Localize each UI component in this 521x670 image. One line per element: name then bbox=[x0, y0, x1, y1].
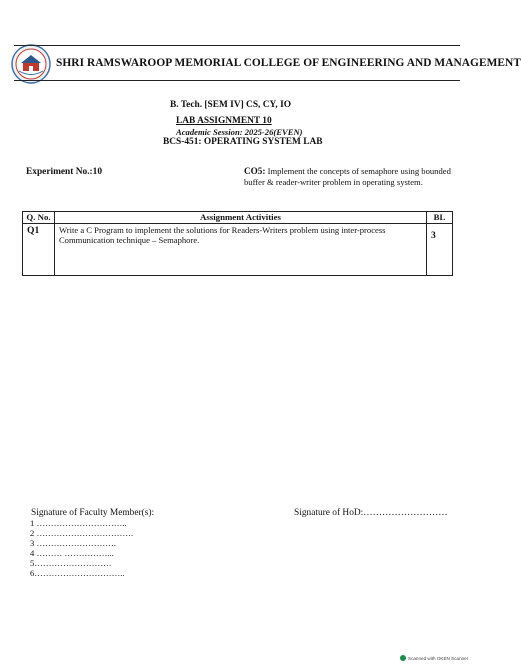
college-name: SHRI RAMSWAROOP MEMORIAL COLLEGE OF ENGINEERING AND MANAGEMENT bbox=[56, 57, 521, 69]
scanner-text: Scanned with OKEN Scanner bbox=[408, 655, 469, 661]
faculty-signature-lines bbox=[30, 518, 133, 578]
table-row bbox=[23, 224, 453, 276]
signature-line: 6………………………….. bbox=[30, 568, 125, 578]
lab-assignment-title: LAB ASSIGNMENT 10 bbox=[176, 116, 272, 126]
course-outcome-text: Implement the concepts of semaphore using bounded buffer & reader-writer problem in operating system. bbox=[244, 166, 451, 187]
assignment-table bbox=[22, 211, 453, 276]
question-number: Q1 bbox=[23, 224, 55, 276]
course-outcome-label: CO5: bbox=[244, 166, 266, 176]
academic-session: Academic Session: 2025-26(EVEN) bbox=[176, 127, 303, 137]
program-line: B. Tech. [SEM IV] CS, CY, IO bbox=[170, 100, 292, 110]
signature-line: 2 ……………………………. bbox=[30, 528, 134, 538]
column-header-activities: Assignment Activities bbox=[54, 212, 426, 224]
subject-title: BCS-451: OPERATING SYSTEM LAB bbox=[163, 137, 323, 147]
faculty-signature-label: Signature of Faculty Member(s): bbox=[31, 508, 155, 518]
college-emblem-icon bbox=[11, 44, 51, 84]
experiment-number: Experiment No.:10 bbox=[26, 167, 103, 177]
scanner-logo-icon bbox=[400, 655, 406, 661]
bloom-level: 3 bbox=[427, 224, 453, 276]
table-header-row bbox=[23, 212, 453, 224]
column-header-qno: Q. No. bbox=[23, 212, 55, 224]
signature-line: 3 ………………………. bbox=[30, 538, 116, 548]
header-bottom-rule bbox=[14, 80, 460, 81]
hod-signature-label: Signature of HoD:……………………… bbox=[294, 508, 448, 518]
header-top-rule bbox=[14, 45, 460, 46]
signature-line: 5……………………… bbox=[30, 558, 112, 568]
scanner-watermark bbox=[400, 655, 468, 661]
assignment-activity: Write a C Program to implement the solutions for Readers-Writers problem using inter-process Communication technique – Semaphore. bbox=[54, 224, 426, 276]
signature-line: 4 ……… ……………... bbox=[30, 548, 114, 558]
course-outcome bbox=[244, 166, 456, 188]
signature-line: 1 ………………………….. bbox=[30, 518, 127, 528]
column-header-bl: BL bbox=[427, 212, 453, 224]
